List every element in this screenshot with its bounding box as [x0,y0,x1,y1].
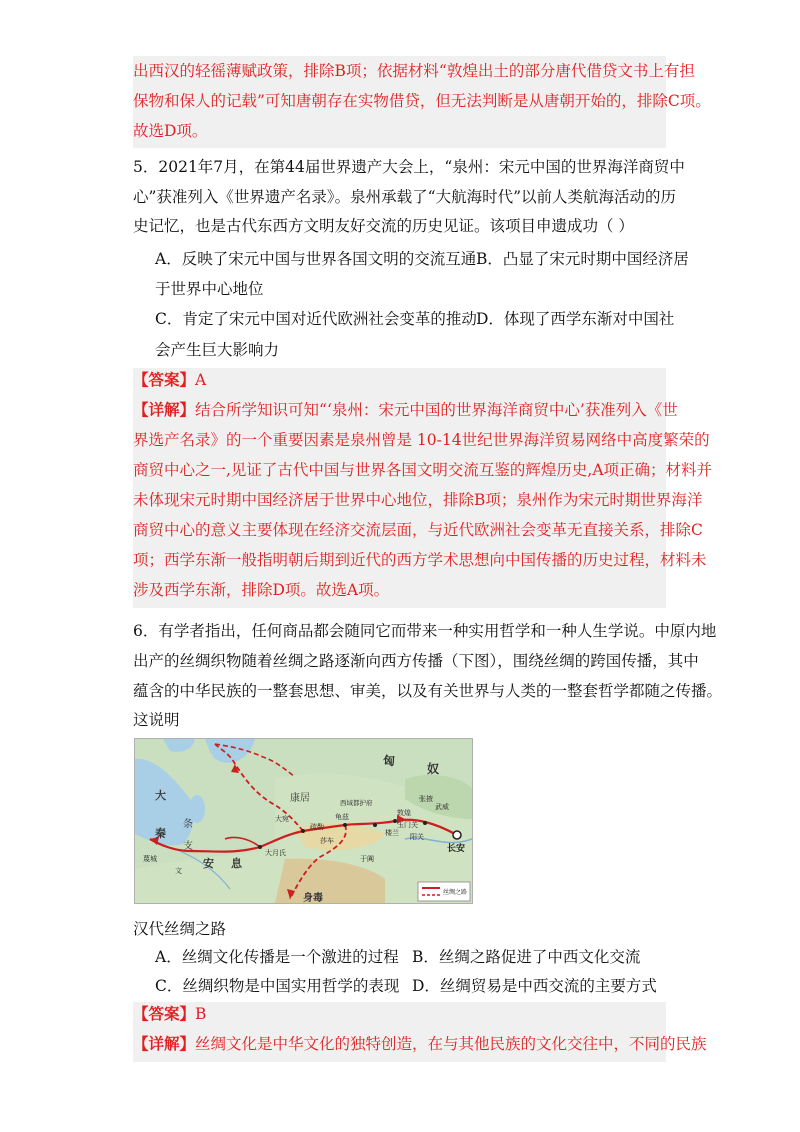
map-label: 康居 [290,793,310,804]
detail-text: 丝绸文化是中华文化的独特创造，在与其他民族的文化交往中，不同的民族 [195,1035,707,1053]
explanation-line: 故选D项。 [133,122,208,140]
map-label: 阳关 [410,833,424,841]
prev-explanation-box [133,56,711,148]
silk-road-map-svg [135,739,472,903]
map-label: 莎车 [320,837,334,845]
q6-option-d: D．丝绸贸易是中西交流的主要方式 [412,977,657,995]
map-label: 武威 [435,803,449,811]
map-label: 西域都护府 [340,799,373,807]
silk-road-branch-west [225,837,260,847]
map-label: 长安 [447,844,466,854]
map-label: 安 [203,857,214,870]
map-caption: 汉代丝绸之路 [133,920,227,938]
map-label: 息 [231,857,242,870]
q6-stem-line: 6．有学者指出，任何商品都会随同它而带来一种实用哲学和一种人生学说。中原内地 [133,622,717,640]
answer-value: A [195,371,207,389]
map-legend [418,882,470,901]
q5-option-b: B．凸显了宋元时期中国经济居 [476,250,689,268]
legend-label: 丝绸之路 [443,889,468,896]
map-label: 文 [175,867,182,875]
q6-stem-line: 出产的丝绸织物随着丝绸之路逐渐向西方传播（下图），围绕丝绸的跨国传播，其中 [133,652,699,670]
q6-answer [133,1002,206,1026]
map-label: 张掖 [419,795,433,803]
q5-detail-line: 界选产名录》的一个重要因素是泉州曾是 10-14世纪世界海洋贸易网络中高度繁荣的 [133,431,710,449]
q5-option-c: C．肯定了宋元中国对近代欧洲社会变革的推动 [155,310,477,328]
q5-detail-line: 涉及西学东渐，排除D项。故选A项。 [133,581,390,599]
silk-road-map [134,738,473,904]
answer-tag: 【答案】 [133,370,196,389]
q5-stem-line: 史记忆，也是古代东西方文明友好交流的历史见证。该项目申遗成功（ ） [133,217,634,235]
map-label: 大月氏 [265,849,286,857]
map-label: 条 [183,819,193,830]
map-label: 敦煌 [397,809,411,817]
q6-option-c: C．丝绸织物是中国实用哲学的表现 [155,977,400,995]
q5-option-b-cont: 于世界中心地位 [155,280,264,298]
q5-detail-line: 商贸中心的意义主要体现在经济交流层面，与近代欧洲社会变革无直接关系，排除C [133,521,703,539]
q6-stem-line: 蕴含的中华民族的一整套思想、审美，以及有关世界与人类的一整套哲学都随之传播。 [133,682,723,700]
q5-answer [133,368,206,392]
answer-tag: 【答案】 [133,1004,196,1023]
map-label: 大 [155,789,166,802]
map-label: 龟兹 [335,813,349,821]
city-dot [343,823,347,827]
detail-tag: 【详解】 [133,400,196,419]
q5-answer-box [133,368,713,608]
map-label: 身毒 [303,893,323,903]
map-label: 于阗 [360,855,374,863]
map-label: 疏勒 [310,823,324,831]
map-label: 大宛 [275,815,289,823]
detail-tag: 【详解】 [133,1034,196,1053]
q5-option-d: D．体现了西学东渐对中国社 [476,310,675,328]
map-label: 支 [183,841,193,852]
q5-detail-line: 未体现宋元时期中国经济居于世界中心地位，排除B项；泉州作为宋元时期世界海洋 [133,491,703,509]
q6-stem-line: 这说明 [133,711,180,729]
explanation-line: 保物和保人的记载”可知唐朝存在实物借贷，但无法判断是从唐朝开始的，排除C项。 [133,92,711,110]
q5-option-d-cont: 会产生巨大影响力 [155,341,280,359]
map-label: 玉门关 [397,821,418,829]
q6-option-a: A．丝绸文化传播是一个激进的过程 [155,948,399,966]
q5-stem-line: 5．2021年7月，在第44届世界遗产大会上，“泉州：宋元中国的世界海洋商贸中 [133,158,685,176]
city-dot [423,821,427,825]
city-dot [301,829,305,833]
answer-value: B [195,1005,207,1023]
q6-detail-line [133,1032,707,1056]
q5-detail-line [133,398,678,422]
changan-marker-icon [453,831,461,839]
sea-top [163,739,195,752]
explanation-line: 出西汉的轻徭薄赋政策，排除B项；依据材料“敦煌出土的部分唐代借贷文书上有担 [133,62,695,80]
q6-answer-box [133,1002,707,1062]
q5-option-a: A．反映了宋元中国与世界各国文明的交流互通 [155,250,477,268]
map-label: 奴 [427,762,440,776]
q5-detail-line: 商贸中心之一,见证了古代中国与世界各国文明交流互鉴的辉煌历史,A项正确；材料并 [133,461,713,479]
map-label: 楼兰 [385,829,399,837]
map-label: 匈 [383,754,396,768]
map-label: 秦 [155,827,166,840]
detail-text: 结合所学知识可知“‘泉州：宋元中国的世界海洋商贸中心’获准列入《世 [195,401,678,419]
map-label: 蔑城 [143,855,157,863]
q5-stem-line: 心”获准列入《世界遗产名录》。泉州承载了“大航海时代”以前人类航海活动的历 [133,188,677,206]
city-dot [373,823,377,827]
city-dot [258,845,262,849]
q5-detail-line: 项；西学东渐一般指明朝后期到近代的西方学术思想向中国传播的历史过程，材料未 [133,551,707,569]
q6-option-b: B．丝绸之路促进了中西文化交流 [412,948,641,966]
